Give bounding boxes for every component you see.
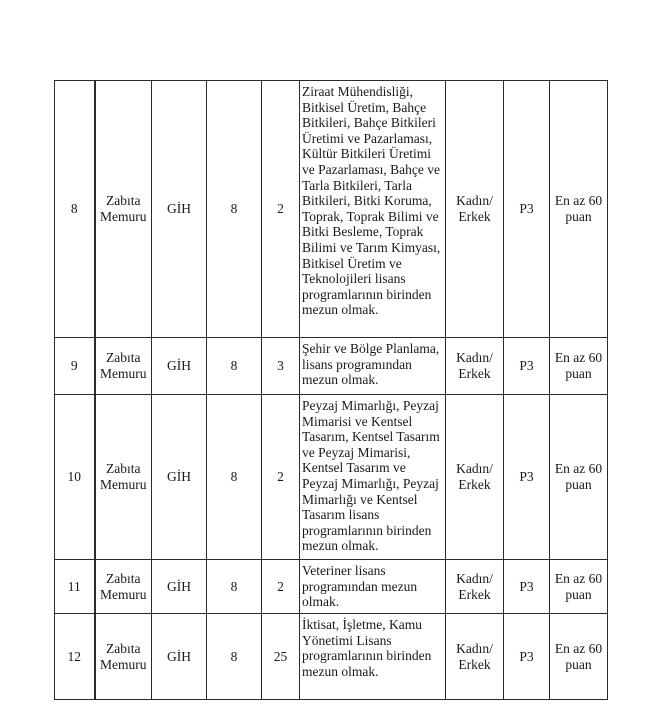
min-score-cell <box>550 81 608 338</box>
score-type-cell: P3 <box>504 614 550 700</box>
score-type-cell: P3 <box>504 560 550 614</box>
position-title <box>95 560 152 614</box>
table-row <box>55 560 608 614</box>
count-cell: 2 <box>262 560 300 614</box>
min-score-cell <box>550 338 608 395</box>
min-score-cell <box>550 560 608 614</box>
position-title-line2: Memuru <box>100 656 147 672</box>
position-title-line2: Memuru <box>100 209 147 224</box>
grade-cell: 8 <box>207 614 262 700</box>
min-score-line2: puan <box>565 366 592 381</box>
requirement-cell: Şehir ve Bölge Planlama, lisans programından mezun olmak. <box>300 338 446 395</box>
class-cell: GİH <box>152 338 207 395</box>
row-number: 8 <box>55 81 95 338</box>
gender-line2: Erkek <box>458 366 491 381</box>
min-score-line1: En az 60 <box>554 461 603 476</box>
position-title-line1: Zabıta <box>106 570 141 586</box>
gender-cell <box>446 338 504 395</box>
min-score-cell <box>550 614 608 700</box>
gender-line2: Erkek <box>458 209 491 224</box>
gender-line1: Kadın/ <box>456 193 493 208</box>
min-score-cell <box>550 395 608 560</box>
position-title-line1: Zabıta <box>106 640 141 656</box>
row-number: 10 <box>55 395 95 560</box>
position-title-line1: Zabıta <box>106 193 141 208</box>
requirement-cell: Peyzaj Mimarlığı, Peyzaj Mimarisi ve Kentsel Tasarım, Kentsel Tasarım ve Peyzaj Mimarisi, Kentsel Tasarım ve Peyzaj Mimarlığı, Peyzaj Mimarlığı ve Kentsel Tasarım lisans programlarının birinden mezun olmak. <box>300 395 446 560</box>
row-number: 12 <box>55 614 95 700</box>
min-score-line2: puan <box>565 477 592 492</box>
min-score-line2: puan <box>565 209 592 224</box>
min-score-line2: puan <box>565 586 592 602</box>
requirement-cell: İktisat, İşletme, Kamu Yönetimi Lisans programlarının birinden mezun olmak. <box>300 614 446 700</box>
grade-cell: 8 <box>207 560 262 614</box>
min-score-line1: En az 60 <box>554 350 603 365</box>
gender-cell <box>446 81 504 338</box>
gender-line1: Kadın/ <box>456 350 493 365</box>
requirement-cell: Ziraat Mühendisliği, Bitkisel Üretim, Bahçe Bitkileri, Bahçe Bitkileri Üretimi ve Pazarlaması, Kültür Bitkileri Üretimi ve Pazarlaması, Bahçe ve Tarla Bitkileri, Tarla Bitkileri, Bitki Koruma, Toprak, Toprak Bilimi ve Bitki Besleme, Toprak Bilimi ve Tarım Kimyası, Bitkisel Üretim ve Teknolojileri lisans programlarının birinden mezun olmak. <box>300 81 446 338</box>
class-cell: GİH <box>152 560 207 614</box>
table-row <box>55 338 608 395</box>
gender-cell <box>446 614 504 700</box>
gender-line2: Erkek <box>458 656 491 672</box>
grade-cell: 8 <box>207 395 262 560</box>
position-title-line2: Memuru <box>100 586 147 602</box>
table-row <box>55 614 608 700</box>
count-cell: 3 <box>262 338 300 395</box>
count-cell: 2 <box>262 81 300 338</box>
class-cell: GİH <box>152 81 207 338</box>
position-title-line1: Zabıta <box>106 461 141 476</box>
class-cell: GİH <box>152 614 207 700</box>
min-score-line1: En az 60 <box>554 570 603 586</box>
position-table <box>54 80 608 700</box>
gender-line2: Erkek <box>458 586 491 602</box>
table-row <box>55 395 608 560</box>
score-type-cell: P3 <box>504 338 550 395</box>
gender-line1: Kadın/ <box>456 461 493 476</box>
grade-cell: 8 <box>207 81 262 338</box>
gender-line1: Kadın/ <box>456 570 493 586</box>
min-score-line1: En az 60 <box>554 193 603 208</box>
grade-cell: 8 <box>207 338 262 395</box>
gender-cell <box>446 560 504 614</box>
gender-cell <box>446 395 504 560</box>
count-cell: 25 <box>262 614 300 700</box>
table-row <box>55 81 608 338</box>
score-type-cell: P3 <box>504 81 550 338</box>
requirement-cell: Veteriner lisans programından mezun olmak. <box>300 560 446 614</box>
position-title <box>95 395 152 560</box>
score-type-cell: P3 <box>504 395 550 560</box>
position-title-line2: Memuru <box>100 477 147 492</box>
row-number: 11 <box>55 560 95 614</box>
position-title <box>95 338 152 395</box>
position-title <box>95 81 152 338</box>
position-title-line2: Memuru <box>100 366 147 381</box>
class-cell: GİH <box>152 395 207 560</box>
gender-line1: Kadın/ <box>456 640 493 656</box>
gender-line2: Erkek <box>458 477 491 492</box>
position-title <box>95 614 152 700</box>
row-number: 9 <box>55 338 95 395</box>
min-score-line2: puan <box>565 656 592 672</box>
min-score-line1: En az 60 <box>554 640 603 656</box>
position-title-line1: Zabıta <box>106 350 141 365</box>
count-cell: 2 <box>262 395 300 560</box>
